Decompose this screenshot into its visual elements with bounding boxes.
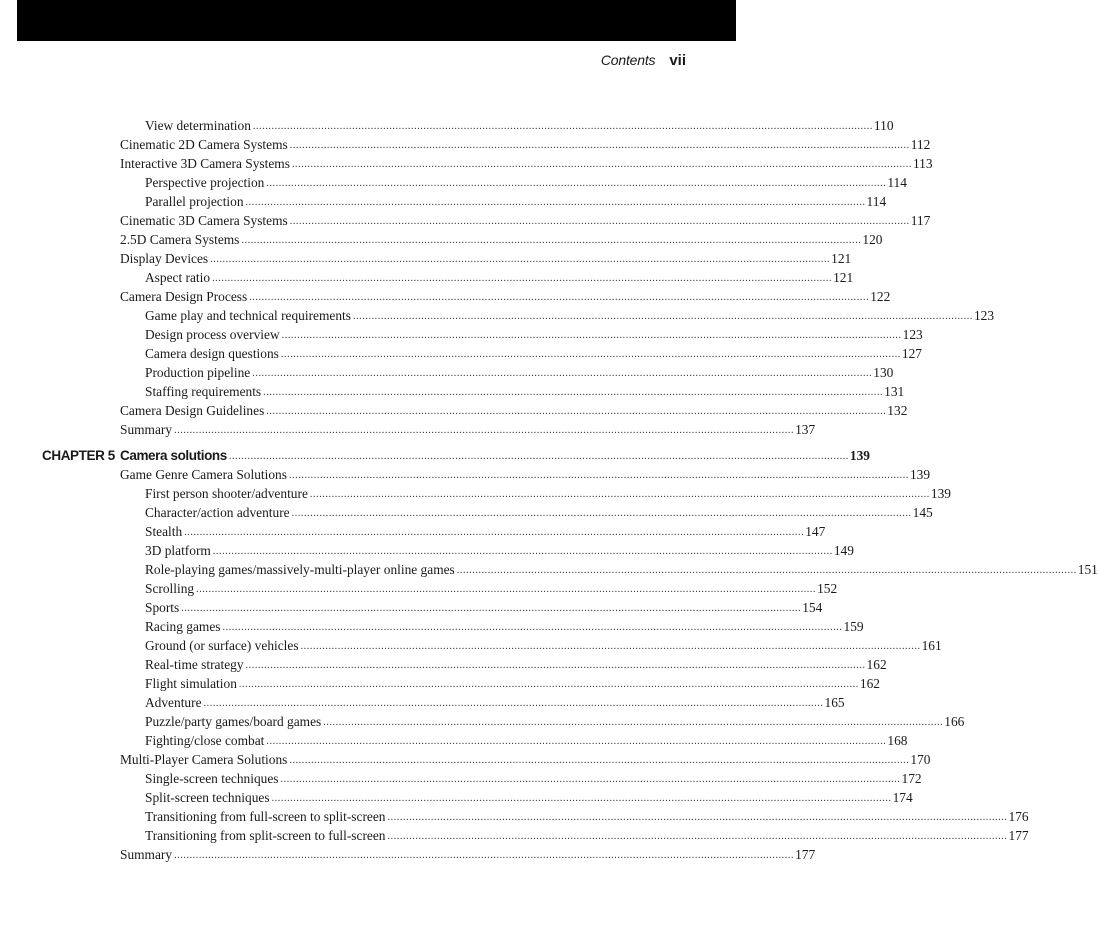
toc-entry-title: Production pipeline	[145, 365, 251, 380]
toc-entry-title: Summary	[120, 422, 173, 437]
toc-entry[interactable]	[120, 420, 816, 439]
toc-entry-title: Display Devices	[120, 251, 209, 266]
toc-entry[interactable]	[145, 268, 854, 287]
toc-section-before	[0, 116, 995, 439]
toc-entry-page: 170	[910, 752, 931, 767]
toc-entry-title: Ground (or surface) vehicles	[145, 638, 299, 653]
toc-entry-page: 132	[887, 403, 908, 418]
chapter-entry[interactable]	[120, 446, 870, 465]
toc-entry-page: 137	[795, 422, 816, 437]
toc-entry[interactable]	[145, 579, 838, 598]
toc-entry-title: Camera design questions	[145, 346, 279, 361]
toc-entry-page: 159	[843, 619, 864, 634]
dot-leader: ........................................................................................................................................................................................................	[280, 349, 901, 360]
toc-entry-title: Game Genre Camera Solutions	[120, 467, 287, 482]
toc-entry-page: 110	[873, 118, 894, 133]
toc-entry-page: 177	[795, 847, 816, 862]
toc-entry-title: Transitioning from full-screen to split-screen	[145, 809, 386, 824]
toc-entry-page: 145	[912, 505, 933, 520]
toc-entry-page: 168	[887, 733, 908, 748]
toc-entry-title: Camera Design Guidelines	[120, 403, 265, 418]
toc-entry[interactable]	[145, 541, 854, 560]
dot-leader: ........................................................................................................................................................................................................	[266, 178, 887, 189]
toc-entry[interactable]	[145, 325, 923, 344]
toc-entry-title: Design process overview	[145, 327, 280, 342]
toc-entry-page: 162	[859, 676, 880, 691]
dot-leader: ........................................................................................................................................................................................................	[228, 451, 849, 462]
toc-entry[interactable]	[145, 503, 933, 522]
dot-leader: ........................................................................................................................................................................................................	[289, 216, 910, 227]
toc-entry-page: 147	[805, 524, 826, 539]
dot-leader: ........................................................................................................................................................................................................	[456, 565, 1077, 576]
toc-entry-title: Sports	[145, 600, 180, 615]
chapter-page: 139	[849, 448, 870, 463]
toc-entry-page: 120	[862, 232, 883, 247]
toc-entry-title: First person shooter/adventure	[145, 486, 308, 501]
toc-entry[interactable]	[145, 826, 1029, 845]
toc-entry-page: 174	[892, 790, 913, 805]
dot-leader: ........................................................................................................................................................................................................	[222, 622, 843, 633]
toc-entry-title: Aspect ratio	[145, 270, 211, 285]
running-header	[601, 52, 686, 69]
toc-entry[interactable]	[120, 230, 883, 249]
toc-entry-title: Stealth	[145, 524, 183, 539]
toc-entry-page: 117	[910, 213, 931, 228]
dot-leader: ........................................................................................................................................................................................................	[309, 489, 930, 500]
dot-leader: ........................................................................................................................................................................................................	[210, 254, 831, 265]
section-title: Contents	[600, 52, 656, 68]
toc-entry[interactable]	[145, 731, 908, 750]
toc-entry[interactable]	[145, 712, 965, 731]
toc-entry-title: Split-screen techniques	[145, 790, 270, 805]
toc-entry-page: 121	[831, 251, 852, 266]
toc-entry-page: 122	[870, 289, 891, 304]
toc-entry-page: 130	[873, 365, 894, 380]
chapter-heading	[0, 446, 870, 465]
dot-leader: ........................................................................................................................................................................................................	[252, 368, 873, 379]
toc-entry-title: Adventure	[145, 695, 202, 710]
toc-entry[interactable]	[145, 363, 894, 382]
toc-entry-page: 152	[817, 581, 838, 596]
toc-entry[interactable]	[145, 306, 995, 325]
toc-entry[interactable]	[120, 135, 931, 154]
toc-entry[interactable]	[145, 522, 826, 541]
dot-leader: ........................................................................................................................................................................................................	[266, 406, 887, 417]
toc-entry[interactable]	[145, 693, 845, 712]
toc-section-after	[0, 465, 1098, 864]
dot-leader: ........................................................................................................................................................................................................	[212, 273, 833, 284]
toc-entry-title: Scrolling	[145, 581, 195, 596]
dot-leader: ........................................................................................................................................................................................................	[212, 546, 833, 557]
toc-entry-title: Summary	[120, 847, 173, 862]
toc-entry[interactable]	[145, 788, 913, 807]
dot-leader: ........................................................................................................................................................................................................	[271, 793, 892, 804]
toc-entry-title: Camera Design Process	[120, 289, 248, 304]
toc-entry-page: 165	[824, 695, 845, 710]
toc-entry-page: 177	[1008, 828, 1029, 843]
toc-entry[interactable]	[120, 287, 891, 306]
toc-entry-page: 139	[930, 486, 951, 501]
chapter-label: CHAPTER 5	[42, 448, 115, 463]
table-of-contents	[0, 116, 1098, 864]
toc-entry-page: 112	[910, 137, 931, 152]
toc-entry-title: Interactive 3D Camera Systems	[120, 156, 290, 171]
toc-entry-title: Perspective projection	[145, 175, 265, 190]
dot-leader: ........................................................................................................................................................................................................	[323, 717, 944, 728]
dot-leader: ........................................................................................................................................................................................................	[263, 387, 884, 398]
dot-leader: ........................................................................................................................................................................................................	[203, 698, 824, 709]
toc-entry-title: Cinematic 3D Camera Systems	[120, 213, 288, 228]
toc-entry-title: Character/action adventure	[145, 505, 290, 520]
dot-leader: ........................................................................................................................................................................................................	[387, 812, 1008, 823]
toc-entry[interactable]	[145, 655, 887, 674]
dot-leader: ........................................................................................................................................................................................................	[289, 140, 910, 151]
toc-entry[interactable]	[145, 617, 864, 636]
toc-entry-title: Transitioning from split-screen to full-screen	[145, 828, 386, 843]
toc-entry[interactable]	[145, 484, 951, 503]
toc-entry-title: Staffing requirements	[145, 384, 262, 399]
header-bar	[17, 0, 736, 41]
toc-entry[interactable]	[145, 560, 1098, 579]
toc-entry[interactable]	[145, 636, 942, 655]
toc-entry[interactable]	[120, 249, 852, 268]
toc-entry[interactable]	[145, 382, 905, 401]
toc-entry-title: Racing games	[145, 619, 221, 634]
toc-entry[interactable]	[120, 401, 908, 420]
dot-leader: ........................................................................................................................................................................................................	[289, 755, 910, 766]
toc-entry[interactable]	[145, 192, 887, 211]
toc-entry-title: Parallel projection	[145, 194, 244, 209]
chapter-title: Camera solutions	[120, 448, 227, 463]
toc-entry[interactable]	[145, 173, 907, 192]
toc-entry-title: Fighting/close combat	[145, 733, 265, 748]
toc-entry[interactable]	[120, 845, 816, 864]
toc-entry-page: 131	[884, 384, 905, 399]
dot-leader: ........................................................................................................................................................................................................	[196, 584, 817, 595]
dot-leader: ........................................................................................................................................................................................................	[184, 527, 805, 538]
toc-entry-title: Cinematic 2D Camera Systems	[120, 137, 288, 152]
toc-entry[interactable]	[145, 807, 1029, 826]
toc-entry[interactable]	[145, 598, 823, 617]
toc-entry-page: 114	[887, 175, 907, 190]
toc-entry-page: 149	[833, 543, 854, 558]
toc-entry-title: Multi-Player Camera Solutions	[120, 752, 288, 767]
dot-leader: ........................................................................................................................................................................................................	[352, 311, 973, 322]
toc-entry-page: 162	[866, 657, 887, 672]
dot-leader: ........................................................................................................................................................................................................	[291, 508, 912, 519]
toc-entry-page: 151	[1077, 562, 1098, 577]
dot-leader: ........................................................................................................................................................................................................	[238, 679, 859, 690]
toc-entry-page: 172	[901, 771, 922, 786]
toc-entry[interactable]	[145, 344, 922, 363]
toc-entry-page: 121	[833, 270, 854, 285]
toc-entry[interactable]	[145, 116, 894, 135]
toc-entry-page: 127	[901, 346, 922, 361]
toc-entry[interactable]	[145, 674, 880, 693]
toc-entry-title: View determination	[145, 118, 251, 133]
toc-entry[interactable]	[120, 465, 931, 484]
toc-entry[interactable]	[120, 750, 931, 769]
dot-leader: ........................................................................................................................................................................................................	[288, 470, 909, 481]
toc-entry-title: Single-screen techniques	[145, 771, 279, 786]
toc-entry-page: 176	[1008, 809, 1029, 824]
toc-entry-title: Puzzle/party games/board games	[145, 714, 322, 729]
dot-leader: ........................................................................................................................................................................................................	[181, 603, 802, 614]
toc-entry-title: 2.5D Camera Systems	[120, 232, 240, 247]
toc-entry-page: 123	[973, 308, 995, 323]
toc-entry-title: Real-time strategy	[145, 657, 244, 672]
dot-leader: ........................................................................................................................................................................................................	[266, 736, 887, 747]
toc-entry-page: 139	[909, 467, 931, 482]
toc-entry[interactable]	[120, 154, 933, 173]
dot-leader: ........................................................................................................................................................................................................	[252, 121, 873, 132]
toc-entry-page: 166	[944, 714, 965, 729]
dot-leader: ........................................................................................................................................................................................................	[387, 831, 1008, 842]
dot-leader: ........................................................................................................................................................................................................	[291, 159, 912, 170]
toc-entry-page: 113	[912, 156, 933, 171]
toc-entry-title: Game play and technical requirements	[145, 308, 351, 323]
dot-leader: ........................................................................................................................................................................................................	[280, 774, 901, 785]
toc-entry-page: 123	[902, 327, 923, 342]
dot-leader: ........................................................................................................................................................................................................	[245, 197, 866, 208]
dot-leader: ........................................................................................................................................................................................................	[174, 425, 795, 436]
toc-entry-title: Flight simulation	[145, 676, 237, 691]
toc-entry-page: 114	[866, 194, 887, 209]
dot-leader: ........................................................................................................................................................................................................	[174, 850, 795, 861]
toc-entry[interactable]	[145, 769, 922, 788]
toc-entry-title: 3D platform	[145, 543, 211, 558]
toc-entry-title: Role-playing games/massively-multi-player online games	[145, 562, 455, 577]
dot-leader: ........................................................................................................................................................................................................	[300, 641, 921, 652]
toc-entry-page: 154	[802, 600, 823, 615]
dot-leader: ........................................................................................................................................................................................................	[281, 330, 902, 341]
toc-entry[interactable]	[120, 211, 931, 230]
dot-leader: ........................................................................................................................................................................................................	[241, 235, 862, 246]
dot-leader: ........................................................................................................................................................................................................	[245, 660, 866, 671]
toc-entry-page: 161	[921, 638, 942, 653]
page-number: vii	[669, 52, 686, 69]
dot-leader: ........................................................................................................................................................................................................	[249, 292, 870, 303]
